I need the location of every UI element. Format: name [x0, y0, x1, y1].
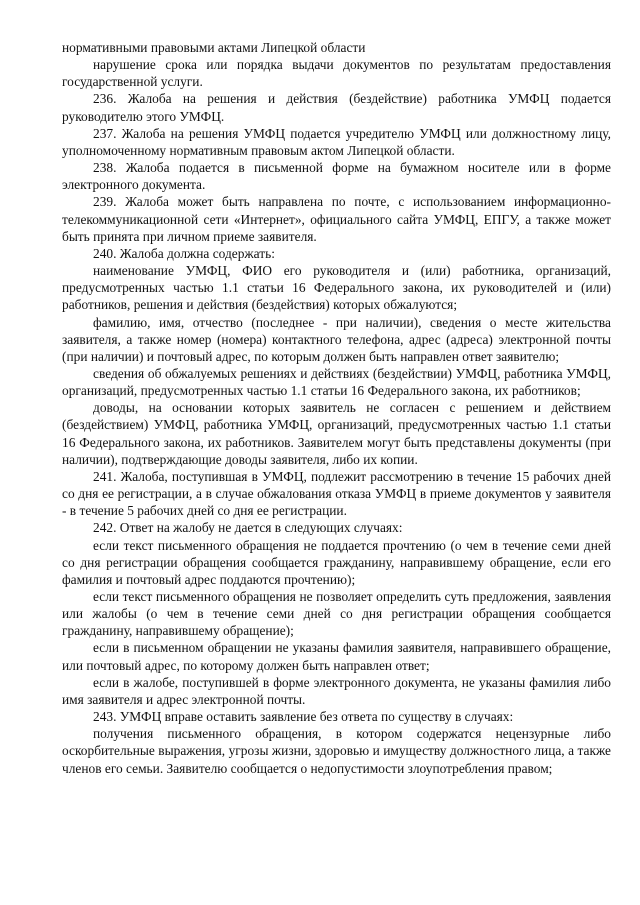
paragraph-deadline-violation: нарушение срока или порядка выдачи документов по результатам предоставления государственной услуги. — [62, 57, 611, 90]
list-item-applicant-details: фамилию, имя, отчество (последнее - при наличии), сведения о месте жительства заявителя, а также номер (номера) контактного телефона, адрес (адреса) электронной почты (при наличии) и почтовый адрес, по которым должен быть направлен ответ заявителю; — [62, 314, 611, 364]
paragraph-243: 243. УМФЦ вправе оставить заявление без ответа по существу в случаях: — [93, 709, 514, 725]
paragraph-continuation: нормативными правовыми актами Липецкой области — [62, 40, 366, 55]
list-item-no-name-or-address: если в письменном обращении не указаны фамилия заявителя, направившего обращение, или почтовый адрес, по которому должен быть направлен ответ; — [62, 640, 611, 673]
list-item-umfc-name: наименование УМФЦ, ФИО его руководителя и (или) работника, организаций, предусмотренных частью 1.1 статьи 16 Федерального закона, их руководителей и (или) работников, решения и действия (бездействия) которых обжалуются; — [62, 263, 611, 313]
paragraph-238: 238. Жалоба подается в письменной форме на бумажном носителе или в форме электронного документа. — [62, 160, 611, 193]
paragraph-242: 242. Ответ на жалобу не дается в следующих случаях: — [93, 520, 403, 536]
list-item-arguments: доводы, на основании которых заявитель не согласен с решением и действием (бездействием) УМФЦ, работника УМФЦ, организаций, предусмотренных частью 1.1 статьи 16 Федерального закона, их работников. Заявителем могут быть представлены документы (при наличии), подтверждающие доводы заявителя, либо их копии. — [62, 400, 611, 467]
paragraph-239: 239. Жалоба может быть направлена по почте, с использованием информационно-телекоммуникационной сети «Интернет», официального сайта УМФЦ, ЕПГУ, а также может быть принята при личном приеме заявителя. — [62, 194, 611, 244]
paragraph-237: 237. Жалоба на решения УМФЦ подается учредителю УМФЦ или должностному лицу, уполномоченному нормативным правовым актом Липецкой области. — [62, 125, 611, 158]
paragraph-236: 236. Жалоба на решения и действия (бездействие) работника УМФЦ подается руководителю этого УМФЦ. — [62, 91, 611, 124]
paragraph-240: 240. Жалоба должна содержать: — [93, 245, 275, 261]
paragraph-241: 241. Жалоба, поступившая в УМФЦ, подлежит рассмотрению в течение 15 рабочих дней со дня ее регистрации, а в случае обжалования отказа УМФЦ в приеме документов у заявителя - в течение 5 рабочих дней со дня ее регистрации. — [62, 468, 611, 519]
list-item-unreadable-text: если текст письменного обращения не поддается прочтению (о чем в течение семи дней со дня регистрации обращения сообщается гражданину, направившему обращение, если его фамилия и почтовый адрес поддаются прочтению); — [62, 537, 611, 587]
list-item-appealed-decisions: сведения об обжалуемых решениях и действиях (бездействии) УМФЦ, работника УМФЦ, организаций, предусмотренных частью 1.1 статьи 16 Федерального закона, их работников; — [62, 365, 611, 399]
list-item-abusive-language: получения письменного обращения, в котором содержатся нецензурные либо оскорбительные выражения, угрозы жизни, здоровью и имуществу должностного лица, а также членов его семьи. Заявителю сообщается о недопустимости злоупотребления правом; — [62, 726, 611, 776]
list-item-electronic-no-name: если в жалобе, поступившей в форме электронного документа, не указаны фамилия либо имя заявителя и адрес электронной почты. — [62, 674, 611, 707]
list-item-unclear-essence: если текст письменного обращения не позволяет определить суть предложения, заявления или жалобы (о чем в течение семи дней со дня регистрации обращения сообщается гражданину, направившему обращение); — [62, 589, 611, 639]
